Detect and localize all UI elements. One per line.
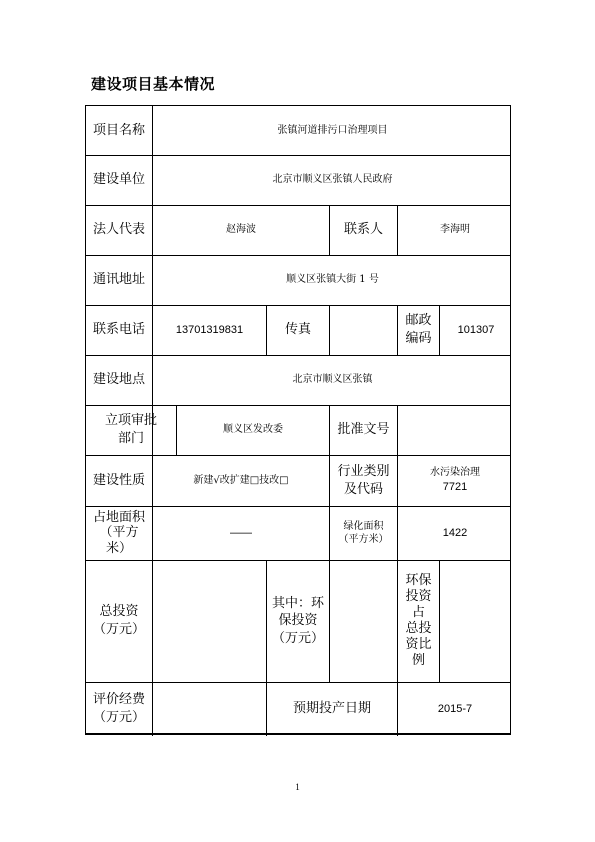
address-label: 通讯地址: [92, 272, 145, 288]
page-title: 建设项目基本情况: [91, 75, 216, 93]
phone-value: 13701319831: [175, 323, 244, 336]
construction-nature-value: 新建√改扩建□技改□: [193, 474, 289, 486]
evaluation-fee-value: [153, 682, 266, 736]
construction-unit-value: 北京市顺义区张镇人民政府: [272, 174, 393, 186]
production-date-value: 2015-7: [437, 702, 473, 715]
land-area-label: 占地面积 （平方 米）: [92, 509, 145, 556]
industry-value: 水污染治理 7721: [430, 467, 480, 493]
env-ratio-label: 环保 投资 占 总投 资比 例: [405, 573, 432, 668]
postal-code-label: 邮政 编码: [405, 313, 432, 346]
approval-dept-value: 顺义区发改委: [223, 424, 283, 436]
phone-label: 联系电话: [92, 322, 145, 338]
project-name-value: 张镇河道排污口治理项目: [277, 124, 388, 136]
env-ratio-value: [440, 560, 512, 682]
project-name-label: 项目名称: [92, 122, 145, 138]
fax-value: [330, 305, 397, 355]
green-area-label: 绿化面积 （平方米）: [338, 520, 389, 545]
contact-value: 李海明: [440, 224, 470, 236]
site-label: 建设地点: [92, 372, 145, 388]
legal-rep-value: 赵海波: [226, 224, 256, 236]
page-number: 1: [295, 782, 300, 792]
approval-dept-label: 立项审批 部门: [104, 413, 157, 446]
construction-unit-label: 建设单位: [92, 172, 145, 188]
evaluation-fee-label: 评价经费 （万元）: [92, 692, 145, 725]
fax-label: 传真: [284, 322, 311, 338]
approval-doc-value: [398, 405, 512, 455]
construction-nature-label: 建设性质: [92, 472, 145, 488]
industry-label: 行业类别 及代码: [337, 463, 390, 497]
production-date-label: 预期投产日期: [292, 701, 371, 717]
env-investment-label: 其中：环 保投资 （万元）: [271, 595, 324, 646]
land-area-value: ——: [230, 526, 252, 539]
legal-rep-label: 法人代表: [92, 222, 145, 238]
green-area-value: 1422: [442, 526, 468, 539]
project-info-table: [85, 105, 511, 735]
total-investment-label: 总投资 （万元）: [92, 604, 145, 637]
env-investment-value: [330, 560, 397, 682]
site-value: 北京市顺义区张镇: [292, 374, 373, 386]
address-value: 顺义区张镇大街 1 号: [286, 274, 379, 286]
approval-doc-label: 批准文号: [337, 422, 390, 438]
postal-code-value: 101307: [457, 323, 495, 336]
total-investment-value: [153, 560, 266, 682]
contact-label: 联系人: [343, 222, 383, 238]
